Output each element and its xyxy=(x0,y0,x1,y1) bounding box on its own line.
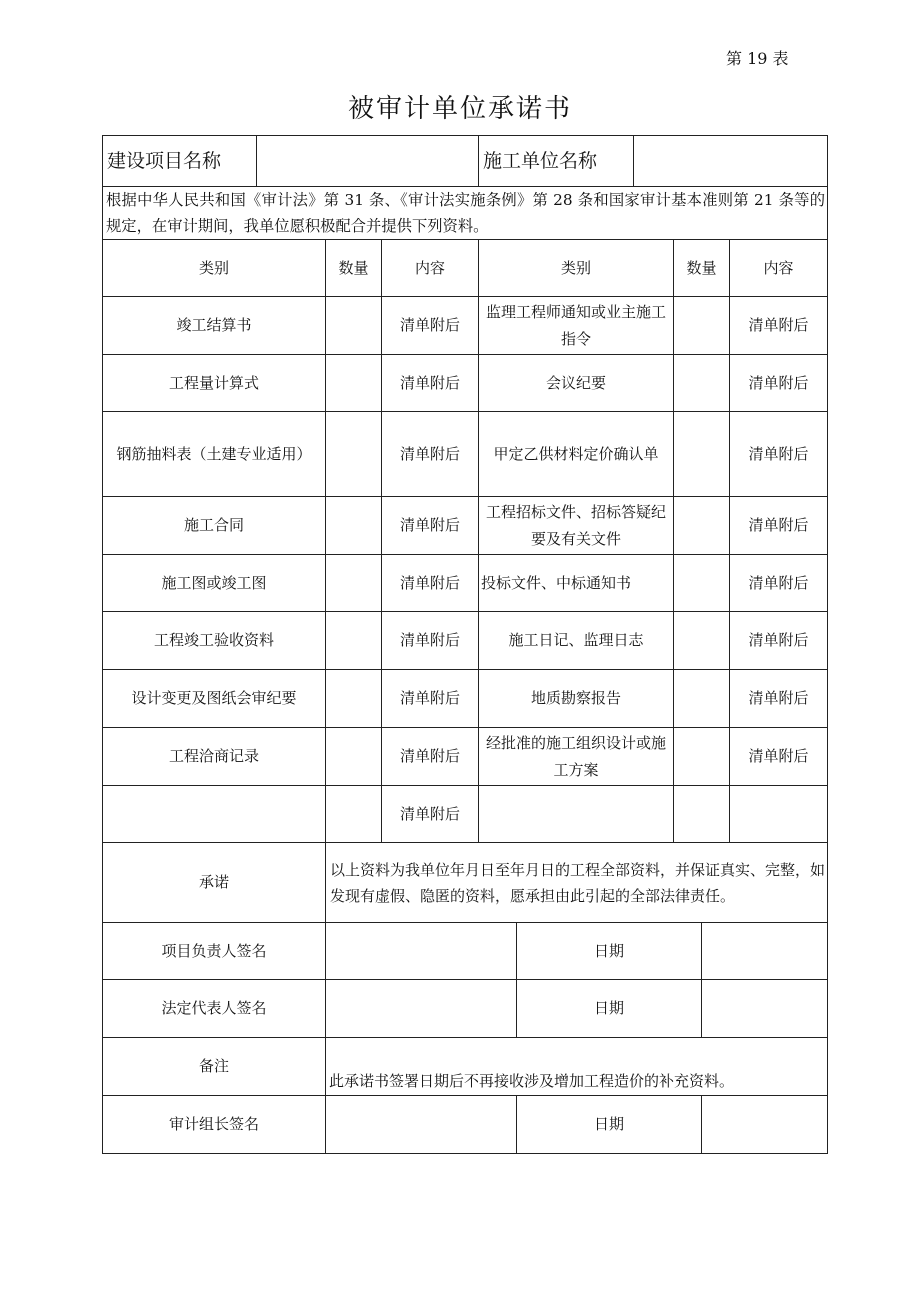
table-cell-category: 工程竣工验收资料 xyxy=(153,631,274,649)
table-cell-category: 钢筋抽料表（土建专业适用） xyxy=(116,444,312,463)
table-cell-content: 清单附后 xyxy=(399,804,460,823)
project-leader-date-label: 日期 xyxy=(593,941,624,960)
table-cell-category[interactable] xyxy=(103,786,325,842)
legal-rep-signature-label: 法定代表人签名 xyxy=(161,999,267,1017)
project-leader-signature-field[interactable] xyxy=(326,923,516,979)
project-name-field[interactable] xyxy=(257,136,478,186)
table-cell-quantity[interactable] xyxy=(674,297,729,354)
table-cell-category: 甲定乙供材料定价确认单 xyxy=(493,444,659,463)
table-cell-quantity[interactable] xyxy=(674,555,729,611)
table-cell-quantity[interactable] xyxy=(326,670,381,727)
table-cell-quantity[interactable] xyxy=(326,786,381,842)
form-number: 第 19 表 xyxy=(726,49,789,68)
legal-rep-date-field[interactable] xyxy=(702,980,827,1037)
table-cell-quantity[interactable] xyxy=(674,612,729,669)
table-cell-quantity[interactable] xyxy=(326,728,381,785)
table-cell-quantity[interactable] xyxy=(326,297,381,354)
column-header-quantity: 数量 xyxy=(338,258,369,277)
table-cell-content: 清单附后 xyxy=(748,316,809,334)
table-cell-content: 清单附后 xyxy=(748,631,809,649)
table-cell-content: 清单附后 xyxy=(399,444,460,463)
audit-leader-date-label: 日期 xyxy=(593,1115,624,1133)
table-cell-content: 清单附后 xyxy=(399,631,460,649)
column-header-content: 内容 xyxy=(763,258,794,277)
table-cell-content: 清单附后 xyxy=(748,373,809,392)
table-cell-content: 清单附后 xyxy=(399,689,460,707)
table-cell-category: 施工日记、监理日志 xyxy=(508,631,644,649)
table-cell-quantity[interactable] xyxy=(674,355,729,411)
contractor-name-field[interactable] xyxy=(634,136,827,186)
promise-text: 以上资料为我单位年月日至年月日的工程全部资料，并保证真实、完整，如发现有虚假、隐匿的资料，愿承担由此引起的全部法律责任。 xyxy=(330,860,826,905)
table-cell-category: 施工图或竣工图 xyxy=(161,573,267,592)
table-cell-category: 施工合同 xyxy=(183,516,244,534)
table-cell-quantity[interactable] xyxy=(674,412,729,496)
table-cell-content: 清单附后 xyxy=(399,373,460,392)
intro-text: 根据中华人民共和国《审计法》第 31 条、《审计法实施条例》第 28 条和国家审计基本准则第 21 条等的规定，在审计期间，我单位愿积极配合并提供下列资料。 xyxy=(106,191,825,235)
legal-rep-date-label: 日期 xyxy=(593,999,624,1017)
table-cell-content: 清单附后 xyxy=(399,747,460,765)
table-cell-content: 清单附后 xyxy=(399,516,460,534)
project-leader-signature-label: 项目负责人签名 xyxy=(161,941,267,960)
table-cell-category: 设计变更及图纸会审纪要 xyxy=(131,689,297,707)
table-cell-category: 工程量计算式 xyxy=(168,373,259,392)
table-cell-category: 竣工结算书 xyxy=(176,316,252,334)
audit-leader-signature-label: 审计组长签名 xyxy=(168,1115,259,1133)
table-cell-category: 工程洽商记录 xyxy=(168,747,259,765)
table-cell-quantity[interactable] xyxy=(326,355,381,411)
legal-rep-signature-field[interactable] xyxy=(326,980,516,1037)
column-header-category: 类别 xyxy=(560,258,591,277)
contractor-name-label: 施工单位名称 xyxy=(483,149,598,172)
table-cell-content: 清单附后 xyxy=(748,516,809,534)
project-leader-date-field[interactable] xyxy=(702,923,827,979)
table-cell-quantity[interactable] xyxy=(326,497,381,554)
table-cell-category: 工程招标文件、招标答疑纪要及有关文件 xyxy=(485,502,666,548)
document-title: 被审计单位承诺书 xyxy=(347,94,572,124)
remarks-label: 备注 xyxy=(198,1057,229,1075)
table-cell-content: 清单附后 xyxy=(748,689,809,707)
table-cell-category: 地质勘察报告 xyxy=(530,689,621,707)
table-cell-quantity[interactable] xyxy=(674,728,729,785)
table-cell-quantity[interactable] xyxy=(326,555,381,611)
table-cell-quantity[interactable] xyxy=(326,412,381,496)
audit-leader-signature-field[interactable] xyxy=(326,1096,516,1153)
table-cell-content[interactable] xyxy=(730,786,827,842)
table-cell-category[interactable] xyxy=(479,786,673,842)
table-cell-content: 清单附后 xyxy=(748,444,809,463)
column-header-content: 内容 xyxy=(414,258,445,277)
table-cell-category: 经批准的施工组织设计或施工方案 xyxy=(485,733,666,779)
table-cell-quantity[interactable] xyxy=(674,497,729,554)
table-cell-content: 清单附后 xyxy=(399,573,460,592)
promise-label: 承诺 xyxy=(198,873,229,891)
table-cell-category: 监理工程师通知或业主施工指令 xyxy=(485,302,666,348)
remarks-text: 此承诺书签署日期后不再接收涉及增加工程造价的补充资料。 xyxy=(329,1072,735,1090)
table-cell-category: 投标文件、中标通知书 xyxy=(481,573,632,592)
table-cell-content: 清单附后 xyxy=(399,316,460,334)
table-cell-category: 会议纪要 xyxy=(545,373,606,392)
table-cell-quantity[interactable] xyxy=(674,786,729,842)
table-cell-quantity[interactable] xyxy=(326,612,381,669)
audit-leader-date-field[interactable] xyxy=(702,1096,827,1153)
table-cell-content: 清单附后 xyxy=(748,747,809,765)
column-header-category: 类别 xyxy=(198,258,229,277)
column-header-quantity: 数量 xyxy=(686,258,717,277)
table-cell-content: 清单附后 xyxy=(748,573,809,592)
project-name-label: 建设项目名称 xyxy=(107,149,222,172)
table-cell-quantity[interactable] xyxy=(674,670,729,727)
